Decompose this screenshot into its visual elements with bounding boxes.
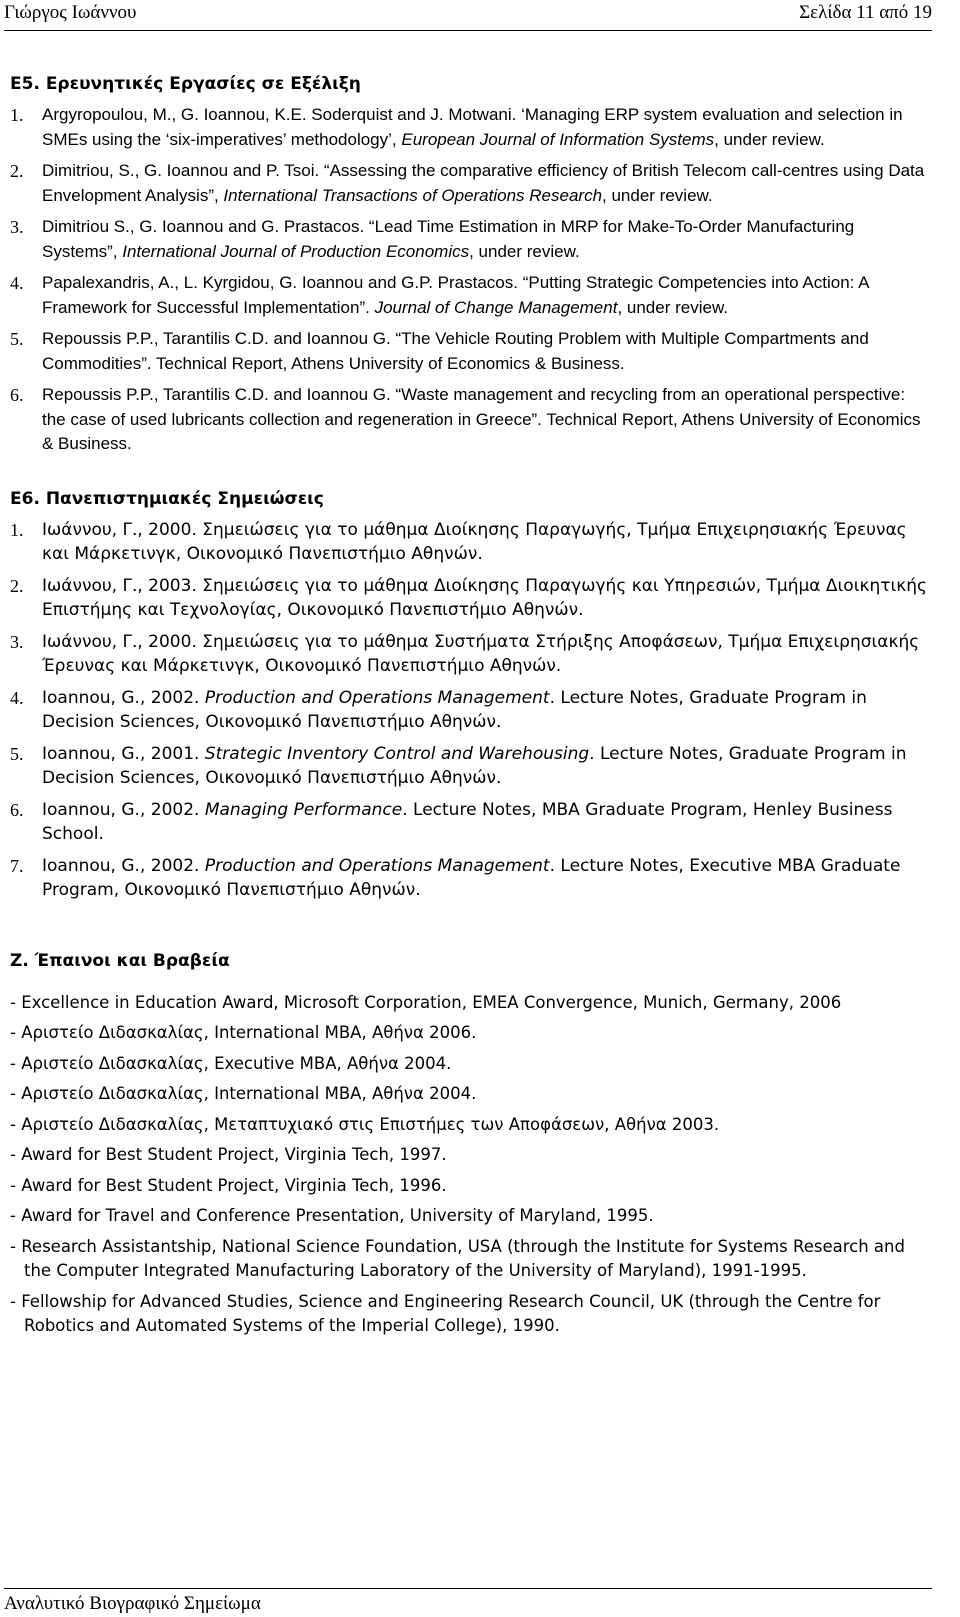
reference-journal: International Journal of Production Economics xyxy=(122,241,470,261)
lecture-notes-list xyxy=(10,518,930,903)
item-number: 1. xyxy=(10,105,24,125)
item-number: 5. xyxy=(10,329,24,349)
reference-title: ‘Managing ERP system evaluation and selection in SMEs using the ‘six-imperatives’ methodology’, xyxy=(42,105,903,149)
lecture-note-title: Managing Performance xyxy=(204,799,403,820)
reference-status: , under review. xyxy=(714,129,825,149)
lecture-note-item xyxy=(10,798,930,847)
research-in-progress-list xyxy=(10,103,930,457)
reference-status: , under review. xyxy=(602,185,713,205)
award-item: - Research Assistantship, National Science Foundation, USA (through the Institute for Systems Research and the Computer Integrated Manufacturing Laboratory of the University of Maryland), 1991-1995. xyxy=(10,1236,905,1280)
reference-item xyxy=(10,103,930,152)
lecture-note-title: Production and Operations Management xyxy=(204,687,550,708)
reference-authors: Argyropoulou, M., G. Ioannou, K.E. Soderquist and J. Motwani. xyxy=(42,105,517,124)
item-number: 2. xyxy=(10,575,24,596)
lecture-note-text: Ιωάννου, Γ., 2000. Σημειώσεις για το μάθημα Διοίκησης Παραγωγής, Τμήμα Επιχειρησιακής Έρευνας και Μάρκετινγκ, Οικονομικό Πανεπιστήμιο Αθηνών. xyxy=(42,519,907,564)
item-number: 4. xyxy=(10,273,24,293)
reference-status: , under review. xyxy=(469,241,580,261)
lecture-note-item xyxy=(10,574,930,623)
reference-title: “Waste management and recycling from an operational perspective: the case of used lubricants collection and regeneration in Greece”. Technical Report, Athens University of Economics & Business. xyxy=(42,385,921,453)
reference-item xyxy=(10,215,930,264)
reference-item xyxy=(10,383,930,457)
reference-authors: Papalexandris, A., L. Kyrgidou, G. Ioannou and G.P. Prastacos. xyxy=(42,273,518,292)
lecture-note-item xyxy=(10,686,930,735)
item-number: 3. xyxy=(10,217,24,237)
lecture-note-item xyxy=(10,518,930,567)
section-title-e5: Ε5. Ερευνητικές Εργασίες σε Εξέλιξη xyxy=(10,74,361,94)
award-item: - Αριστείο Διδασκαλίας, Μεταπτυχιακό στις Επιστήμες των Αποφάσεων, Αθήνα 2003. xyxy=(10,1114,720,1134)
award-item: - Award for Best Student Project, Virginia Tech, 1997. xyxy=(10,1145,447,1164)
award-item: - Fellowship for Advanced Studies, Science and Engineering Research Council, UK (through the Centre for Robotics and Automated Systems of the Imperial College), 1990. xyxy=(10,1291,881,1335)
lecture-note-details: . Lecture Notes, MBA Graduate Program, Henley Business School. xyxy=(42,799,893,844)
lecture-note-item xyxy=(10,630,930,679)
reference-authors: Repoussis P.P., Tarantilis C.D. and Ioannou G. xyxy=(42,329,391,348)
lecture-note-text: Ioannou, G., 2002. xyxy=(42,799,205,820)
reference-authors: Dimitriou, S., G. Ioannou and P. Tsoi. xyxy=(42,161,320,180)
lecture-note-details: . Lecture Notes, Executive MBA Graduate Program, Οικονομικό Πανεπιστήμιο Αθηνών. xyxy=(42,855,901,900)
page-content xyxy=(10,72,930,1339)
footer-text: Αναλυτικό Βιογραφικό Σημείωμα xyxy=(4,1593,261,1614)
lecture-note-text: Ιωάννου, Γ., 2000. Σημειώσεις για το μάθημα Συστήματα Στήριξης Αποφάσεων, Τμήμα Επιχειρησιακής Έρευνας και Μάρκετινγκ, Οικονομικό Πανεπιστήμιο Αθηνών. xyxy=(42,631,920,676)
reference-journal: European Journal of Information Systems xyxy=(401,129,715,149)
lecture-note-text: Ιωάννου, Γ., 2003. Σημειώσεις για το μάθημα Διοίκησης Παραγωγής και Υπηρεσιών, Τμήμα Διοικητικής Επιστήμης και Τεχνολογίας, Οικονομικό Πανεπιστήμιο Αθηνών. xyxy=(42,575,928,620)
award-item: - Award for Travel and Conference Presentation, University of Maryland, 1995. xyxy=(10,1206,654,1225)
item-number: 4. xyxy=(10,687,24,708)
lecture-note-details: . Lecture Notes, Graduate Program in Decision Sciences, Οικονομικό Πανεπιστήμιο Αθηνών. xyxy=(42,687,867,732)
item-number: 5. xyxy=(10,743,24,764)
reference-journal: International Transactions of Operations Research xyxy=(223,185,603,205)
lecture-note-item xyxy=(10,854,930,903)
award-item: - Excellence in Education Award, Microsoft Corporation, EMEA Convergence, Munich, Germany, 2006 xyxy=(10,992,842,1012)
page-header xyxy=(4,0,932,31)
award-item: - Αριστείο Διδασκαλίας, International MBA, Αθήνα 2004. xyxy=(10,1084,477,1103)
lecture-note-text: Ioannou, G., 2001. xyxy=(42,743,205,764)
section-title-z: Ζ. Έπαινοι και Βραβεία xyxy=(10,950,230,971)
awards-list xyxy=(10,991,930,1339)
lecture-note-title: Strategic Inventory Control and Warehousing xyxy=(204,743,590,764)
lecture-note-title: Production and Operations Management xyxy=(204,855,550,876)
item-number: 3. xyxy=(10,631,24,652)
lecture-note-text: Ioannou, G., 2002. xyxy=(42,687,205,708)
lecture-note-details: . Lecture Notes, Graduate Program in Decision Sciences, Οικονομικό Πανεπιστήμιο Αθηνών. xyxy=(42,743,907,788)
reference-status: , under review. xyxy=(617,297,729,317)
reference-item xyxy=(10,327,930,376)
reference-authors: Dimitriou S., G. Ioannou and G. Prastacos. xyxy=(42,217,365,236)
reference-title: “Assessing the comparative efficiency of British Telecom call-centres using Data Envelopment Analysis”, xyxy=(42,161,925,205)
page-footer xyxy=(4,1588,932,1615)
reference-authors: Repoussis P.P., Tarantilis C.D. and Ioannou G. xyxy=(42,385,391,404)
item-number: 1. xyxy=(10,519,24,540)
item-number: 6. xyxy=(10,799,24,820)
reference-journal: Journal of Change Management xyxy=(374,297,618,317)
item-number: 6. xyxy=(10,385,24,405)
lecture-note-text: Ioannou, G., 2002. xyxy=(42,855,205,876)
item-number: 2. xyxy=(10,161,24,181)
reference-item xyxy=(10,271,930,320)
reference-item xyxy=(10,159,930,208)
reference-title: “Lead Time Estimation in MRP for Make-To-Order Manufacturing Systems”, xyxy=(42,217,855,261)
award-item: - Αριστείο Διδασκαλίας, Executive MBA, Αθήνα 2004. xyxy=(10,1053,452,1073)
header-page-number: Σελίδα 11 από 19 xyxy=(799,2,932,23)
reference-title: “Putting Strategic Competencies into Action: A Framework for Successful Implementation”. xyxy=(42,273,869,317)
section-title-e6: Ε6. Πανεπιστημιακές Σημειώσεις xyxy=(10,488,324,509)
item-number: 7. xyxy=(10,855,24,876)
award-item: - Award for Best Student Project, Virginia Tech, 1996. xyxy=(10,1175,447,1195)
header-author: Γιώργος Ιωάννου xyxy=(4,2,137,23)
award-item: - Αριστείο Διδασκαλίας, International MBA, Αθήνα 2006. xyxy=(10,1023,477,1042)
lecture-note-item xyxy=(10,742,930,791)
reference-title: “The Vehicle Routing Problem with Multiple Compartments and Commodities”. Technical Report, Athens University of Economics & Business. xyxy=(42,329,869,373)
